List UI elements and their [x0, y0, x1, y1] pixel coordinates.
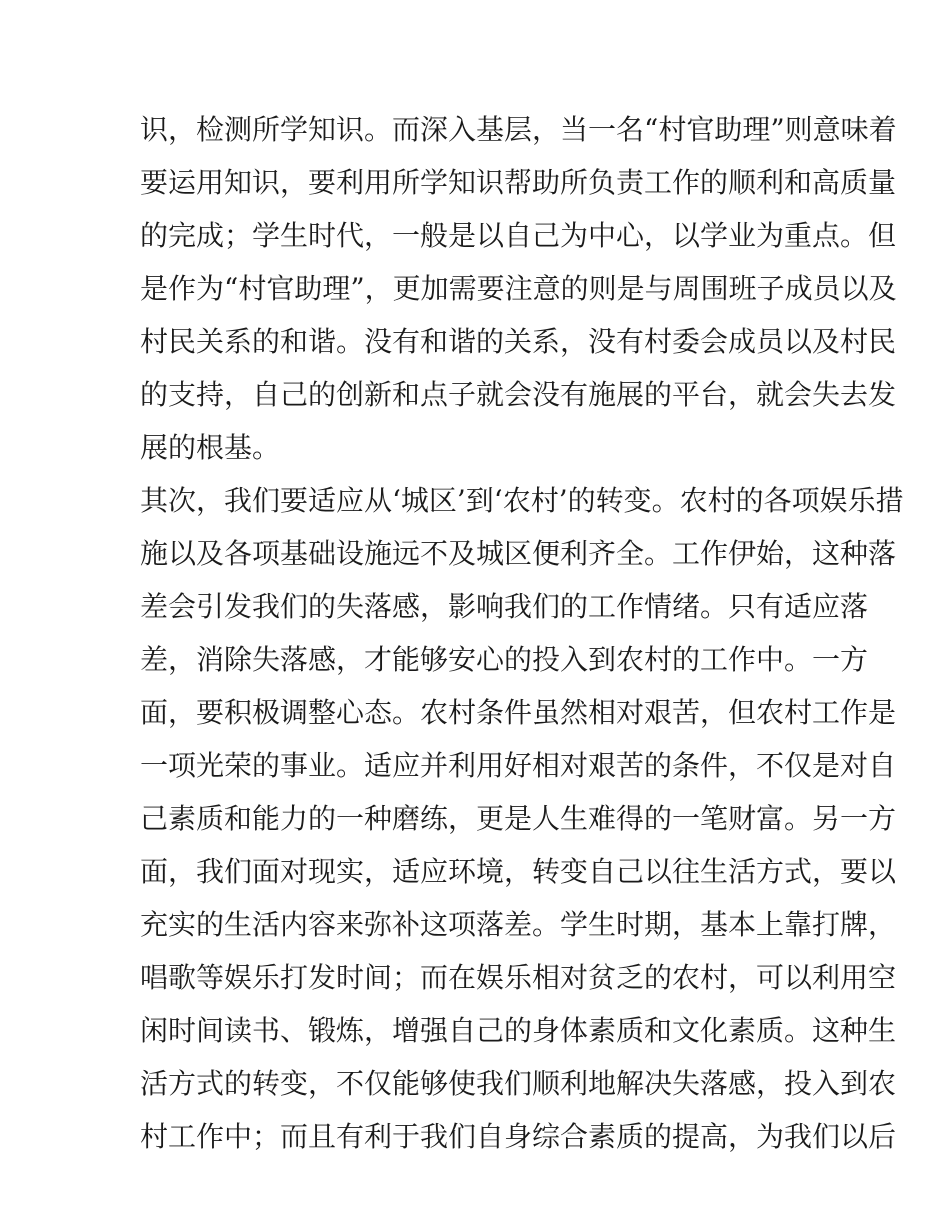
text-line: 差，消除失落感，才能够安心的投入到农村的工作中。一方 [140, 643, 869, 676]
text-line: 村民关系的和谐。没有和谐的关系，没有村委会成员以及村民 [140, 325, 897, 358]
text-line: 面，要积极调整心态。农村条件虽然相对艰苦，但农村工作是 [140, 696, 897, 729]
text-line: 的支持，自己的创新和点子就会没有施展的平台，就会失去发 [140, 378, 897, 411]
text-line: 充实的生活内容来弥补这项落差。学生时期，基本上靠打牌， [140, 908, 897, 941]
text-line: 展的根基。 [140, 431, 281, 464]
text-line: 的完成；学生时代，一般是以自己为中心，以学业为重点。但 [140, 219, 897, 252]
text-line: 己素质和能力的一种磨练，更是人生难得的一笔财富。另一方 [140, 802, 897, 835]
text-line: 村工作中；而且有利于我们自身综合素质的提高，为我们以后 [140, 1120, 897, 1153]
text-line: 施以及各项基础设施远不及城区便利齐全。工作伊始，这种落 [140, 537, 897, 570]
text-line: 是作为“村官助理”，更加需要注意的则是与周围班子成员以及 [140, 272, 897, 305]
text-line: 唱歌等娱乐打发时间；而在娱乐相对贫乏的农村，可以利用空 [140, 961, 897, 994]
text-line: 其次，我们要适应从‘城区’到‘农村’的转变。农村的各项娱乐措 [140, 484, 904, 517]
text-line: 差会引发我们的失落感，影响我们的工作情绪。只有适应落 [140, 590, 869, 623]
text-line: 闲时间读书、锻炼，增强自己的身体素质和文化素质。这种生 [140, 1014, 897, 1047]
body-text [140, 103, 904, 1163]
text-line: 活方式的转变，不仅能够使我们顺利地解决失落感，投入到农 [140, 1067, 897, 1100]
text-line: 识，检测所学知识。而深入基层，当一名“村官助理”则意味着 [140, 113, 897, 146]
text-line: 一项光荣的事业。适应并利用好相对艰苦的条件，不仅是对自 [140, 749, 897, 782]
text-line: 要运用知识，要利用所学知识帮助所负责工作的顺利和高质量 [140, 166, 897, 199]
text-line: 面，我们面对现实，适应环境，转变自己以往生活方式，要以 [140, 855, 897, 888]
